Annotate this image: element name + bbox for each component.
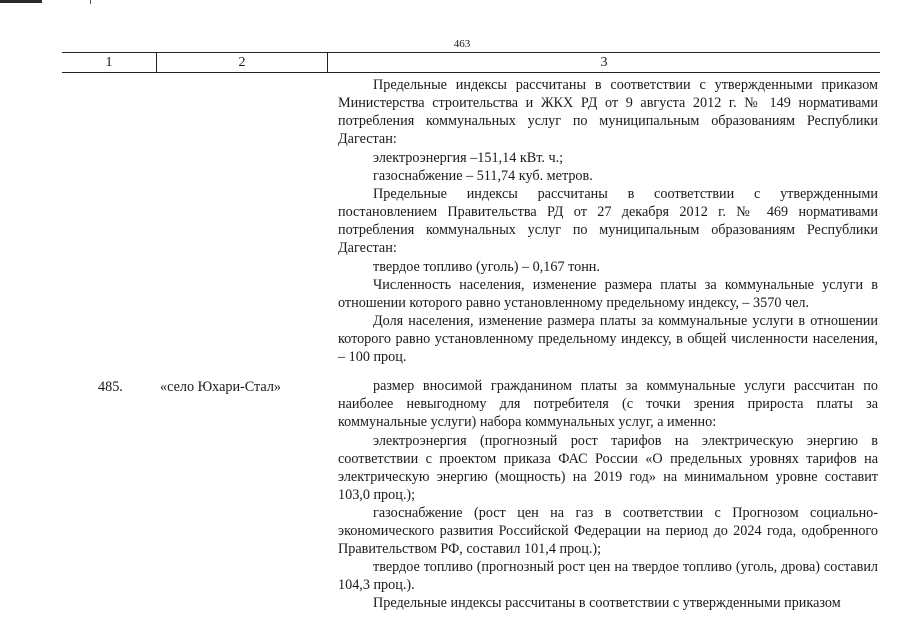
row-settlement-name: «село Юхари-Стал» (160, 379, 282, 395)
paragraph-solid-fuel-growth: твердое топливо (прогнозный рост цен на твердое топливо (уголь, дрова) составил 104,3 проц.). (338, 559, 878, 594)
page-number: 463 (453, 38, 471, 50)
paragraph-population-count: Численность населения, изменение размера платы за коммунальные услуги в отношении которого равно установленному предельному индексу, – 3570 чел. (338, 277, 878, 312)
scan-edge-mark (0, 0, 42, 3)
column-header-1: 1 (105, 55, 113, 70)
table-header-top-rule (62, 52, 880, 53)
column-header-3: 3 (600, 55, 608, 70)
paragraph-gas-growth: газоснабжение (рост цен на газ в соответствии с Прогнозом социально-экономического развития Российской Федерации на период до 2024 года, одобренного Правительством РФ, составил 101,4 проц.); (338, 505, 878, 558)
paragraph-indices-resolution-469: Предельные индексы рассчитаны в соответствии с утвержденными постановлением Правительства РД от 27 декабря 2012 г. № 469 нормативами потребления коммунальных услуг по муниципальным образованиям Республики Дагестан: (338, 186, 878, 257)
paragraph-indices-continued: Предельные индексы рассчитаны в соответствии с утвержденными приказом (373, 595, 841, 611)
paragraph-solid-fuel-norm: твердое топливо (уголь) – 0,167 тонн. (373, 259, 600, 275)
paragraph-gas-norm: газоснабжение – 511,74 куб. метров. (373, 168, 593, 184)
row-number: 485. (98, 379, 123, 395)
scan-edge-tick (90, 0, 91, 4)
paragraph-indices-order-149: Предельные индексы рассчитаны в соответствии с утвержденными приказом Министерства строительства и ЖКХ РД от 9 августа 2012 г. № 149 нормативами потребления коммунальных услуг по муниципальным образованиям Республики Дагестан: (338, 77, 878, 148)
paragraph-payment-calculation: размер вносимой гражданином платы за коммунальные услуги рассчитан по наиболее невыгодному для потребителя (с точки зрения прироста платы за коммунальные услуги) набора коммунальных услуг, а именно: (338, 378, 878, 431)
paragraph-electricity-norm: электроэнергия –151,14 кВт. ч.; (373, 150, 564, 166)
paragraph-electricity-growth: электроэнергия (прогнозный рост тарифов на электрическую энергию в соответствии с проектом приказа ФАС России «О предельных уровнях тарифов на электрическую энергию (мощность) на 2019 год» на минимальном уровне составит 103,0 проц.); (338, 433, 878, 504)
column-header-2: 2 (238, 55, 246, 70)
table-header-bottom-rule (62, 72, 880, 73)
paragraph-population-share: Доля населения, изменение размера платы за коммунальные услуги в отношении которого равно установленному предельному индексу, в общей численности населения, – 100 проц. (338, 313, 878, 366)
